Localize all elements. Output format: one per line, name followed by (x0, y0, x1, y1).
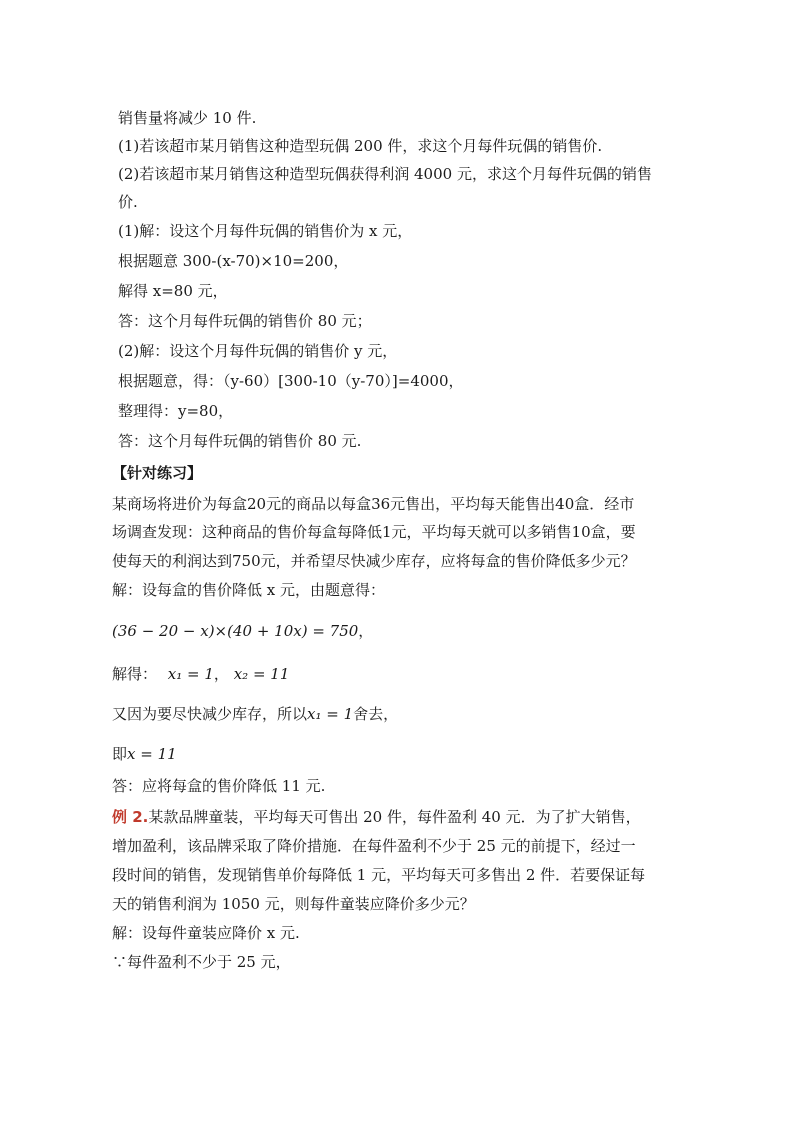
equation-suffix: ， (358, 622, 374, 640)
example-2-line: 天的销售利润为 1050 元，则每件童装应降价多少元？ (112, 895, 475, 913)
solution-1-intro: (1)解：设这个月每件玩偶的销售价为 x 元， (118, 222, 413, 240)
so-prefix: 即 (112, 745, 128, 763)
discard-prefix: 又因为要尽快减少库存，所以 (112, 705, 308, 723)
discard-suffix: 舍去， (353, 705, 399, 723)
text-line: 销售量将减少 10 件. (118, 109, 257, 127)
practice-heading: 【针对练习】 (112, 464, 203, 482)
question-2: (2)若该超市某月销售这种造型玩偶获得利润 4000 元，求这个月每件玩偶的销售 (118, 165, 652, 183)
example-2-line (112, 807, 641, 827)
solution-2-intro: (2)解：设这个月每件玩偶的销售价 y 元， (118, 342, 398, 360)
example-2-label: 例 2. (112, 808, 149, 826)
practice-roots-line: 解得： x₁ = 1， x₂ = 11 (112, 665, 290, 683)
solved-prefix: 解得： (112, 665, 158, 683)
root-1: x₁ = 1 (167, 665, 214, 683)
example-2-solution: 解：设每件童装应降价 x 元. (112, 924, 300, 942)
practice-solution-intro: 解：设每盒的售价降低 x 元，由题意得： (112, 581, 385, 599)
practice-equation: (36 − 20 − x)×(40 + 10x) = 750 (112, 622, 359, 640)
solution-2-answer: 答：这个月每件玩偶的销售价 80 元. (118, 432, 362, 450)
example-2-line: 段时间的销售，发现销售单价每降低 1 元，平均每天可多售出 2 件．若要保证每 (112, 866, 646, 884)
text-line: 价. (118, 193, 138, 211)
solution-2-result: 整理得：y=80， (118, 402, 234, 420)
solution-2-equation: 根据题意，得：（y-60）[300-10（y-70）]=4000， (118, 372, 464, 390)
discard-value: x₁ = 1 (307, 705, 354, 723)
example-2-line: 增加盈利，该品牌采取了降价措施．在每件盈利不少于 25 元的前提下，经过一 (112, 837, 636, 855)
practice-equation-line (112, 621, 373, 641)
root-2: x₂ = 11 (233, 665, 290, 683)
practice-problem-line: 使每天的利润达到750元，并希望尽快减少库存，应将每盒的售价降低多少元？ (112, 552, 636, 570)
solution-1-result: 解得 x=80 元， (118, 282, 228, 300)
question-1: (1)若该超市某月销售这种造型玩偶 200 件，求这个月每件玩偶的销售价. (118, 137, 603, 155)
practice-so-line (112, 744, 177, 764)
so-value: x = 11 (127, 745, 177, 763)
solution-1-answer: 答：这个月每件玩偶的销售价 80 元； (118, 312, 372, 330)
example-2-text: 某款品牌童装，平均每天可售出 20 件，每件盈利 40 元．为了扩大销售， (148, 808, 641, 826)
example-2-solution: ∵每件盈利不少于 25 元， (112, 953, 291, 971)
practice-problem-line: 某商场将进价为每盒20元的商品以每盒36元售出，平均每天能售出40盒．经市 (112, 495, 635, 513)
practice-problem-line: 场调查发现：这种商品的售价每盒每降低1元，平均每天就可以多销售10盒，要 (112, 523, 636, 541)
practice-answer: 答：应将每盒的售价降低 11 元. (112, 777, 326, 795)
solution-1-equation: 根据题意 300-(x-70)×10=200， (118, 252, 349, 270)
practice-discard-line (112, 704, 398, 724)
